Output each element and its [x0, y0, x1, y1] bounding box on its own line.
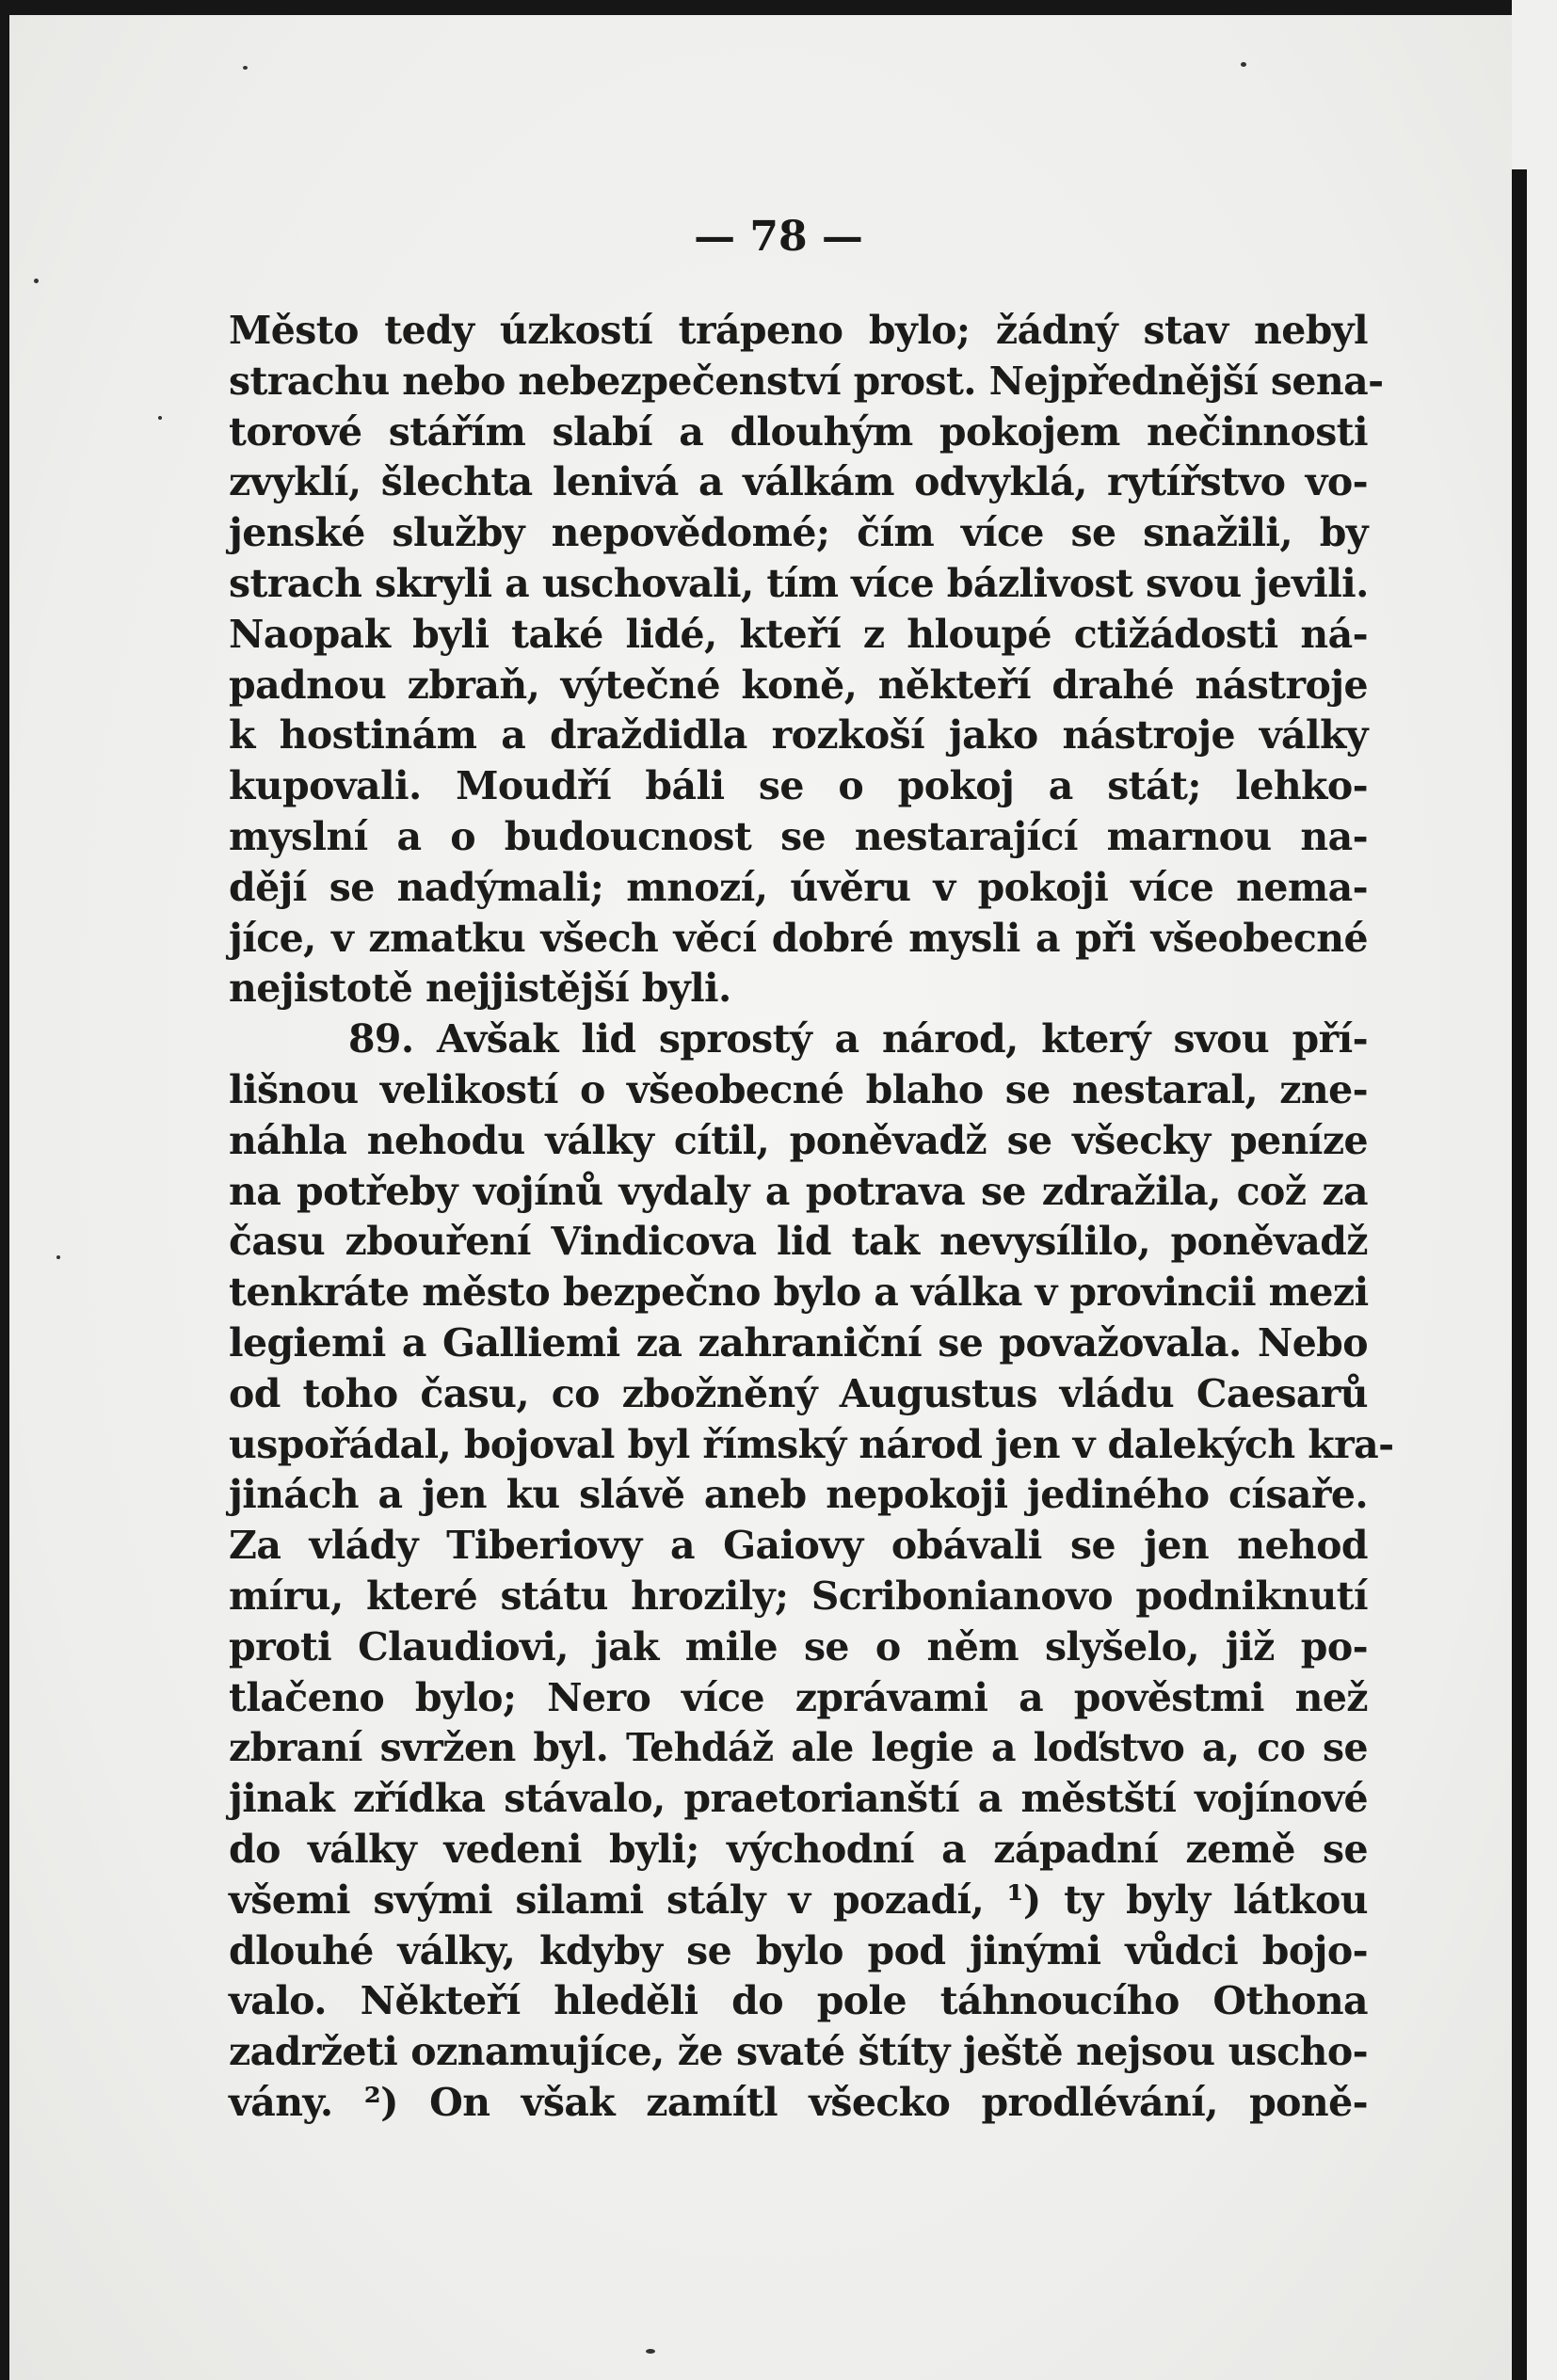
text-line: zadržeti oznamujíce, že svaté štíty ještě nejsou uscho-: [229, 2029, 1368, 2075]
text-line: do války vedeni byli; východní a západní země se: [229, 1826, 1368, 1872]
text-line: valo. Někteří hleděli do pole táhnoucího Othona: [229, 1978, 1368, 2024]
text-line: vány. ²) On však zamítl všecko prodlévání, poně-: [229, 2079, 1368, 2125]
text-line: času zbouření Vindicova lid tak nevysílilo, poněvadž: [229, 1219, 1368, 1265]
text-line: náhla nehodu války cítil, poněvadž se všecky peníze: [229, 1117, 1368, 1163]
text-line: strachu nebo nebezpečenství prost. Nejpřednější sena-: [229, 358, 1384, 404]
paragraph-start-line: 89. Avšak lid sprostý a národ, který svou pří-: [348, 1016, 1368, 1062]
text-line: jíce, v zmatku všech věcí dobré mysli a při všeobecné: [229, 915, 1368, 961]
text-line: Za vlády Tiberiovy a Gaiovy obávali se jen nehod: [229, 1523, 1368, 1569]
page-number: — 78 —: [694, 213, 863, 261]
text-line: Naopak byli také lidé, kteří z hloupé ctižádosti ná-: [229, 611, 1368, 657]
text-line: jinak zřídka stávalo, praetorianští a městští vojínové: [229, 1776, 1368, 1822]
text-line: lišnou velikostí o všeobecné blaho se nestaral, zne-: [229, 1066, 1368, 1112]
text-line: všemi svými silami stály v pozadí, ¹) ty byly látkou: [229, 1877, 1368, 1923]
scan-speck: [56, 1255, 60, 1259]
page-edge: [1512, 0, 1557, 2380]
text-line: torové stářím slabí a dlouhým pokojem nečinnosti: [229, 408, 1368, 455]
text-line: dějí se nadýmali; mnozí, úvěru v pokoji více nema-: [229, 864, 1368, 910]
text-line: zbraní svržen byl. Tehdáž ale legie a loďstvo a, co se: [229, 1725, 1368, 1771]
scan-speck: [243, 66, 248, 70]
text-line: tenkráte město bezpečno bylo a válka v provincii mezi: [229, 1270, 1369, 1316]
text-line: zvyklí, šlechta lenivá a válkám odvyklá, rytířstvo vo-: [229, 459, 1368, 505]
binding-shadow: [1512, 169, 1527, 2380]
body-text: [229, 306, 1394, 2129]
text-line: myslní a o budoucnost se nestarající marnou na-: [229, 813, 1368, 859]
scan-speck: [1241, 62, 1246, 67]
text-line: od toho času, co zbožněný Augustus vládu Caesarů: [229, 1370, 1368, 1416]
text-line: kupovali. Moudří báli se o pokoj a stát; lehko-: [229, 763, 1368, 809]
text-line: jenské služby nepovědomé; čím více se snažili, by: [229, 510, 1368, 556]
text-line: jinách a jen ku slávě aneb nepokoji jediného císaře.: [229, 1472, 1368, 1518]
text-line: strach skryli a uschovali, tím více bázlivost svou jevili.: [229, 560, 1369, 606]
text-line: míru, které státu hrozily; Scribonianovo podniknutí: [229, 1573, 1368, 1619]
text-line: uspořádal, bojoval byl římský národ jen v dalekých kra-: [229, 1421, 1394, 1467]
text-line: nejistotě nejjistější byli.: [229, 966, 731, 1012]
text-line: Město tedy úzkostí trápeno bylo; žádný stav nebyl: [229, 308, 1368, 353]
text-line: padnou zbraň, výtečné koně, někteří drahé nástroje: [229, 662, 1368, 708]
scan-speck: [34, 279, 39, 283]
text-line: legiemi a Galliemi za zahraniční se považovala. Nebo: [229, 1319, 1368, 1366]
text-line: dlouhé války, kdyby se bylo pod jinými vůdci bojo-: [229, 1927, 1368, 1973]
scan-speck: [158, 416, 162, 420]
text-line: tlačeno bylo; Nero více zprávami a pověstmi než: [229, 1674, 1368, 1720]
text-line: na potřeby vojínů vydaly a potrava se zdražila, což za: [229, 1168, 1368, 1214]
text-line: proti Claudiovi, jak mile se o něm slyšelo, již po-: [229, 1623, 1368, 1669]
scan-speck: [646, 2349, 655, 2354]
text-line: k hostinám a draždidla rozkoší jako nástroje války: [229, 712, 1368, 759]
